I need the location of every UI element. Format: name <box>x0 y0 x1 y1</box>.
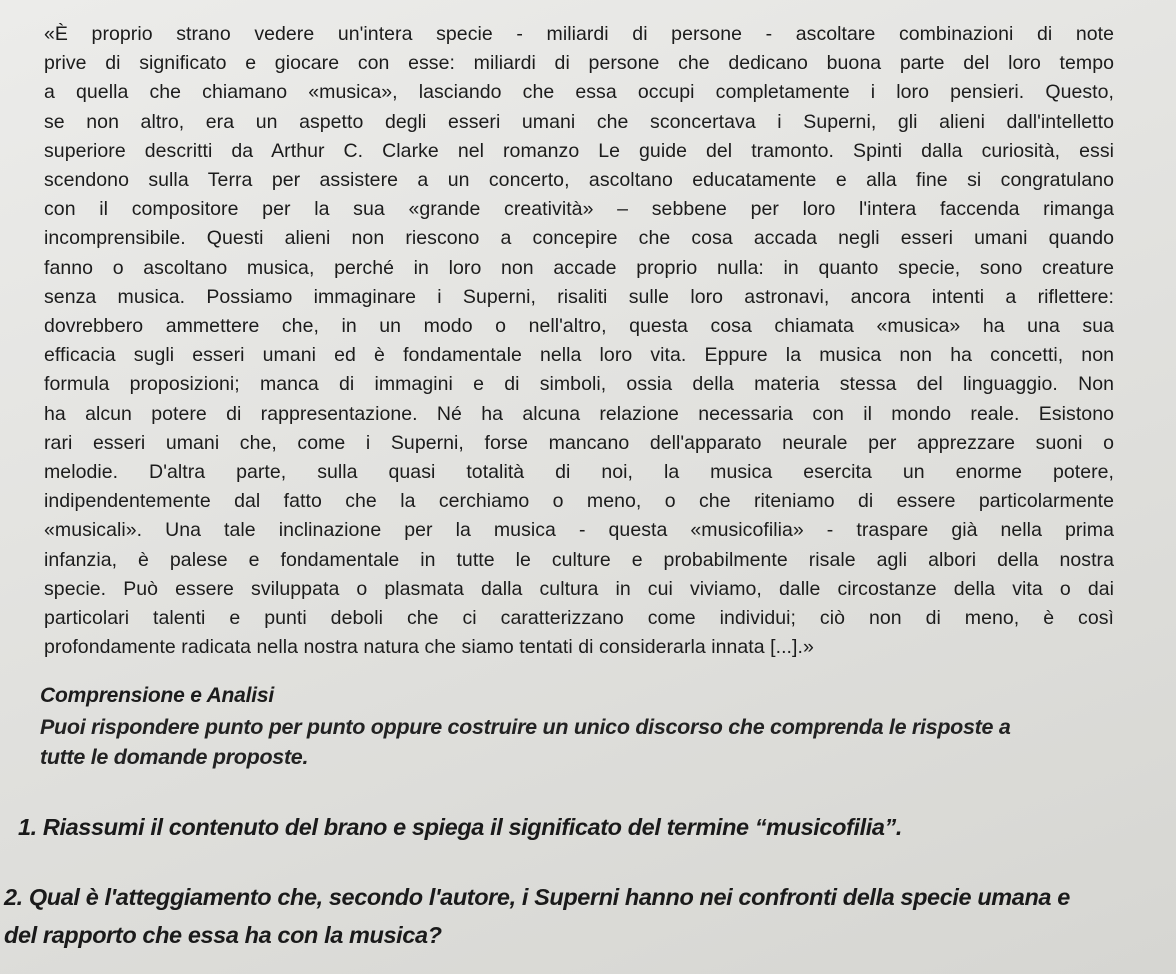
passage-line: infanzia, è palese e fondamentale in tutte le culture e probabilmente risale agli albori della nostra <box>44 548 1114 571</box>
passage-text <box>44 20 1114 662</box>
instructions-line: Puoi rispondere punto per punto oppure costruire un unico discorso che comprenda le risposte a <box>40 715 1011 739</box>
passage-line: con il compositore per la sua «grande creatività» – sebbene per loro l'intera faccenda rimanga <box>44 198 1114 221</box>
comprehension-section <box>40 684 1150 772</box>
section-instructions <box>40 712 1150 772</box>
passage-line: melodie. D'altra parte, sulla quasi totalità di noi, la musica esercita un enorme potere, <box>44 461 1114 484</box>
passage-line: dovrebbero ammettere che, in un modo o nell'altro, questa cosa chiamata «musica» ha una sua <box>44 315 1114 338</box>
passage-line: senza musica. Possiamo immaginare i Superni, risaliti sulle loro astronavi, ancora intenti a riflettere: <box>44 285 1114 308</box>
question-2 <box>4 878 1176 954</box>
passage-line: a quella che chiamano «musica», lasciando che essa occupi completamente i loro pensieri. Questo, <box>44 81 1114 104</box>
passage-line: «È proprio strano vedere un'intera specie - miliardi di persone - ascoltare combinazioni di note <box>44 23 1114 45</box>
passage-line: incomprensibile. Questi alieni non riescono a concepire che cosa accada negli esseri umani quando <box>44 227 1114 250</box>
passage-line: «musicali». Una tale inclinazione per la musica - questa «musicofilia» - traspare già nella prima <box>44 519 1114 542</box>
passage-line: particolari talenti e punti deboli che ci caratterizzano come individui; ciò non di meno, è così <box>44 607 1114 630</box>
passage-line: specie. Può essere sviluppata o plasmata dalla cultura in cui viviamo, dalle circostanze della vita o dai <box>44 577 1114 600</box>
question-1: 1. Riassumi il contenuto del brano e spiega il significato del termine “musicofilia”. <box>18 814 903 840</box>
passage-line: superiore descritti da Arthur C. Clarke nel romanzo Le guide del tramonto. Spinti dalla curiosità, essi <box>44 139 1114 162</box>
passage-line: prive di significato e giocare con esse: miliardi di persone che dedicano buona parte del loro tempo <box>44 52 1114 75</box>
passage-line: fanno o ascoltano musica, perché in loro non accade proprio nulla: in quanto specie, sono creature <box>44 256 1114 279</box>
passage-line: ha alcun potere di rappresentazione. Né ha alcuna relazione necessaria con il mondo reale. Esistono <box>44 402 1114 425</box>
passage-line: profondamente radicata nella nostra natura che siamo tentati di considerarla innata [...].» <box>44 636 814 659</box>
passage-line: efficacia sugli esseri umani ed è fondamentale nella loro vita. Eppure la musica non ha concetti, non <box>44 344 1114 367</box>
question-2-line: 2. Qual è l'atteggiamento che, secondo l'autore, i Superni hanno nei confronti della specie umana e <box>4 884 1070 910</box>
passage-line: scendono sulla Terra per assistere a un concerto, ascoltano educatamente e alla fine si congratulano <box>44 169 1114 192</box>
passage-line: se non altro, era un aspetto degli esseri umani che sconcertava i Superni, gli alieni dall'intelletto <box>44 110 1114 133</box>
passage-line: indipendentemente dal fatto che la cerchiamo o meno, o che riteniamo di essere particolarmente <box>44 490 1114 513</box>
instructions-line: tutte le domande proposte. <box>40 745 309 769</box>
question-2-line: del rapporto che essa ha con la musica? <box>4 922 442 948</box>
passage-line: rari esseri umani che, come i Superni, forse mancano dell'apparato neurale per apprezzare suoni o <box>44 431 1114 454</box>
passage-line: formula proposizioni; manca di immagini e di simboli, ossia della materia stessa del linguaggio. Non <box>44 373 1114 396</box>
section-title: Comprensione e Analisi <box>40 684 275 707</box>
